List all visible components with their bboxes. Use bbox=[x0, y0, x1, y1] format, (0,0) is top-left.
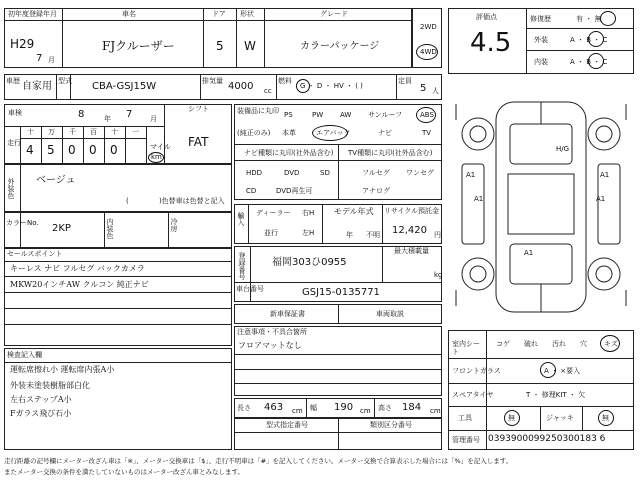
odo-digit: 5 bbox=[47, 143, 55, 157]
equip-ps: PS bbox=[284, 111, 293, 119]
odo-place-label: 万 bbox=[48, 128, 55, 136]
equip-aw: AW bbox=[340, 111, 352, 119]
equip-navi: ナビ bbox=[378, 129, 392, 137]
seat-opt-scratch: キズ bbox=[604, 340, 618, 348]
kg-unit: kg bbox=[434, 271, 443, 279]
tool-label: 工具 bbox=[458, 414, 472, 422]
color-no-table bbox=[4, 212, 232, 248]
nav-sd: SD bbox=[320, 169, 330, 177]
warranty-doc: 新車保証書 bbox=[270, 310, 305, 318]
type-label: 型式指定番号 bbox=[266, 421, 308, 429]
inspection-label: 車検 bbox=[8, 109, 22, 117]
equipment-label: 装備品に丸印 bbox=[237, 107, 279, 115]
length-value: 463 bbox=[264, 402, 284, 413]
inspection-month: 7 bbox=[126, 109, 133, 120]
equip-abs: ABS bbox=[420, 111, 434, 119]
manual-doc: 車両取説 bbox=[376, 310, 404, 318]
diagram-mark-1: A1 bbox=[466, 171, 476, 179]
notes-label: 注意事項・不具合箇所 bbox=[237, 328, 307, 336]
tool-value: 無 bbox=[508, 414, 515, 422]
color-value: ベージュ bbox=[36, 175, 76, 186]
car-diagram bbox=[448, 94, 634, 324]
reg-month: 7 bbox=[36, 53, 43, 64]
length-label: 長さ bbox=[237, 404, 251, 412]
repair-label: 修復歴 bbox=[530, 15, 551, 23]
inspection-year-unit: 年 bbox=[104, 115, 111, 123]
recycle-label: リサイクル預託金 bbox=[384, 207, 440, 215]
inspector-line2: 外装未塗装樹脂部白化 bbox=[10, 381, 90, 390]
odo-label: 走行 bbox=[7, 139, 21, 147]
equip-leather: 本革 bbox=[282, 129, 296, 137]
reg-year-label: 初年度登録年月 bbox=[8, 10, 57, 18]
model-year-unknown: 不明 bbox=[366, 231, 380, 239]
capacity: 5 bbox=[420, 83, 427, 94]
model-label: 型式 bbox=[58, 77, 72, 85]
recycle-yen: 円 bbox=[434, 231, 441, 239]
chassis-label: 車台番号 bbox=[236, 285, 264, 293]
footer-line1: 走行距離の記号欄にメーター改ざん車は「※」、メーター交換車は「$」、走行不明車は「#」を記入してください。メーター交換で合算表示した場合には「%」を記入します。 bbox=[4, 457, 513, 465]
car-name: FJクルーザー bbox=[102, 39, 175, 53]
shift-label: シフト bbox=[188, 105, 209, 113]
displacement-label: 排気量 bbox=[202, 77, 223, 85]
notes-line1: フロアマットなし bbox=[238, 341, 302, 350]
chassis: GSJ15-0135771 bbox=[302, 287, 380, 298]
import-right: 右H bbox=[302, 209, 315, 217]
nav-header: ナビ種類に丸印(社外品含む) bbox=[244, 149, 334, 157]
diagram-mark-3: A1 bbox=[474, 195, 484, 203]
length-unit: cm bbox=[292, 407, 303, 415]
odo-place-label: 十 bbox=[27, 128, 34, 136]
odo-digit: 0 bbox=[89, 143, 97, 157]
fuel-label: 燃料 bbox=[278, 77, 292, 85]
inspection-table bbox=[4, 104, 232, 164]
mile-label: マイル bbox=[150, 143, 171, 151]
mgmt-value: 0393900099250300183 6 bbox=[488, 434, 606, 444]
color-label: 外装色 bbox=[7, 178, 15, 199]
tv-analog: アナログ bbox=[362, 187, 390, 195]
import-dealer: ディーラー bbox=[256, 209, 291, 217]
sales-point-line1: キーレス ナビ フルセグ バックカメラ bbox=[10, 264, 145, 273]
footer-line2: またメーター交換の条件を満たしていないものはメーター改ざん車とみなします。 bbox=[4, 468, 244, 476]
equip-airbag: エアバック bbox=[316, 129, 351, 137]
nav-dvd-play: DVD再生可 bbox=[276, 187, 313, 195]
jack-value: 無 bbox=[602, 414, 609, 422]
inspection-year: 8 bbox=[78, 109, 85, 120]
km-label: km bbox=[151, 153, 162, 161]
model-year-unit: 年 bbox=[346, 231, 353, 239]
int-options: A ・ B ・ C bbox=[570, 58, 608, 66]
score-label: 評価点 bbox=[476, 13, 497, 21]
seat-opt-burn: コゲ bbox=[496, 340, 510, 348]
seat-opt-tear: 破れ bbox=[524, 340, 538, 348]
seat-opt-hole: 穴 bbox=[580, 340, 587, 348]
nav-hdd: HDD bbox=[246, 169, 263, 177]
era-year: H29 bbox=[10, 37, 35, 51]
header-table bbox=[4, 8, 412, 68]
score: 4.5 bbox=[470, 28, 512, 58]
front-glass-options: A ・ ×要入 bbox=[544, 367, 581, 375]
color-note: ( )色替車は色替と記入 bbox=[126, 197, 225, 205]
equip-pw: PW bbox=[312, 111, 324, 119]
aircon-label: 冷房 bbox=[170, 218, 178, 232]
model: CBA-GSJ15W bbox=[92, 81, 157, 92]
interior-color-label: 内装色 bbox=[106, 218, 114, 239]
int-label: 内装 bbox=[534, 58, 548, 66]
inspector-line3: 左右ステップA小 bbox=[10, 395, 72, 404]
inspection-month-unit: 月 bbox=[150, 115, 157, 123]
height-label: 高さ bbox=[378, 404, 392, 412]
odo-place-label: 一 bbox=[132, 128, 139, 136]
diagram-mark-4: A1 bbox=[596, 195, 606, 203]
nav-dvd: DVD bbox=[284, 169, 300, 177]
repair-options: 有 ・ 無 bbox=[576, 15, 602, 23]
width-value: 190 bbox=[334, 402, 354, 413]
recycle-value: 12,420 bbox=[392, 225, 427, 236]
spare-options: T ・ 修理KIT ・ 欠 bbox=[526, 391, 586, 399]
inspector-line1: 運転席擦れ小 運転席内張A小 bbox=[10, 365, 115, 374]
grade: カラーパッケージ bbox=[300, 41, 380, 52]
height-unit: cm bbox=[430, 407, 441, 415]
jack-label: ジャッキ bbox=[546, 414, 574, 422]
equip-tv: TV bbox=[422, 129, 432, 137]
drive-4wd: 4WD bbox=[420, 48, 437, 56]
import-label: 輸入 bbox=[237, 212, 245, 226]
sales-point-label: セールスポイント bbox=[7, 250, 63, 258]
odo-digit: 4 bbox=[26, 143, 34, 157]
height-value: 184 bbox=[402, 402, 422, 413]
fuel-options: G ・ D ・ HV ・ ( ) bbox=[300, 82, 363, 90]
inspector-label: 検査記入欄 bbox=[7, 351, 42, 359]
class-label: 類別区分番号 bbox=[370, 421, 412, 429]
width-label: 幅 bbox=[310, 404, 317, 412]
repair-circle bbox=[600, 11, 616, 26]
cc-unit: cc bbox=[264, 87, 272, 95]
doors: 5 bbox=[216, 39, 224, 53]
shift: FAT bbox=[188, 135, 209, 149]
equipment-sub: (純正のみ) bbox=[237, 129, 271, 137]
odo-digit: 0 bbox=[68, 143, 76, 157]
odo-place-label: 十 bbox=[111, 128, 118, 136]
odo-place-label: 百 bbox=[90, 128, 97, 136]
reg-label: 登録番号 bbox=[238, 252, 246, 280]
displacement: 4000 bbox=[228, 81, 254, 92]
diagram-mark-5: A1 bbox=[524, 249, 534, 257]
reg-plate: 福岡303ひ0955 bbox=[272, 257, 347, 268]
import-left: 左H bbox=[302, 229, 315, 237]
capacity-label: 定員 bbox=[398, 77, 412, 85]
grade-label: グレード bbox=[320, 10, 348, 18]
ext-options: A ・ B ・ C bbox=[570, 36, 608, 44]
sales-point-box bbox=[4, 248, 232, 346]
ext-circle bbox=[588, 31, 604, 47]
nav-cd: CD bbox=[246, 187, 257, 195]
color-no-label: カラーNo. bbox=[6, 219, 39, 227]
ext-label: 外装 bbox=[534, 36, 548, 44]
front-glass-label: フロントガラス bbox=[452, 367, 501, 375]
odo-place-label: 千 bbox=[69, 128, 76, 136]
diagram-mark-2: A1 bbox=[600, 171, 610, 179]
reg-month-unit: 月 bbox=[48, 56, 55, 64]
color-no: 2KP bbox=[52, 223, 71, 234]
shape-label: 形状 bbox=[240, 10, 254, 18]
tv-oneseg: ワンセグ bbox=[406, 169, 434, 177]
drive-box bbox=[412, 8, 442, 68]
odo-digit: 0 bbox=[110, 143, 118, 157]
usage: 自家用 bbox=[22, 81, 52, 92]
capacity-unit: 人 bbox=[432, 87, 439, 95]
tv-header: TV種類に丸印(社外品含む) bbox=[348, 149, 433, 157]
sales-point-line2: MKW20インチAW クルコン 純正ナビ bbox=[10, 280, 149, 289]
equip-sunroof: サンルーフ bbox=[368, 111, 403, 119]
seat-opt-dirt: 汚れ bbox=[552, 340, 566, 348]
model-year-label: モデル年式 bbox=[334, 207, 374, 216]
diagram-mark-6: H/G bbox=[556, 145, 570, 153]
mgmt-label: 管理番号 bbox=[452, 436, 480, 444]
inspector-line4: Fガラス飛び石小 bbox=[10, 409, 72, 418]
usage-label: 車歴 bbox=[6, 77, 20, 85]
interior-seat-label: 室内シート bbox=[452, 340, 480, 357]
width-unit: cm bbox=[360, 407, 371, 415]
notes-box bbox=[234, 326, 442, 396]
import-parallel: 並行 bbox=[264, 229, 278, 237]
shape: W bbox=[244, 39, 256, 53]
drive-2wd: 2WD bbox=[420, 23, 437, 31]
int-circle bbox=[588, 53, 604, 69]
door-label: ドア bbox=[212, 10, 226, 18]
max-load-label: 最大積載量 bbox=[394, 247, 429, 255]
spare-label: スペアタイヤ bbox=[452, 391, 494, 399]
car-name-label: 車名 bbox=[122, 10, 136, 18]
tv-fullseg: フルセグ bbox=[362, 169, 390, 177]
